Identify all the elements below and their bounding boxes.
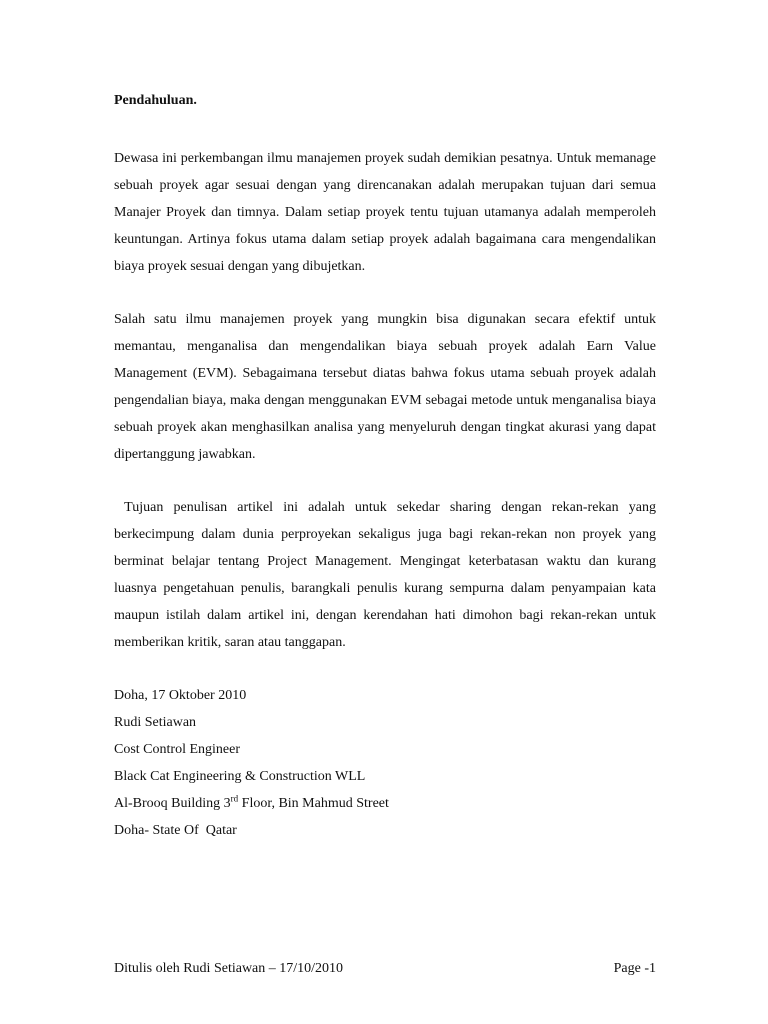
paragraph-evm: Salah satu ilmu manajemen proyek yang mungkin bisa digunakan secara efektif untuk memantau, menganalisa dan mengendalikan biaya sebuah proyek adalah Earn Value Management (EVM). Sebagaimana tersebut diatas bahwa fokus utama sebuah proyek adalah pengendalian biaya, maka dengan menggunakan EVM sebagai metode untuk menganalisa biaya sebuah proyek akan menghasilkan analisa yang menyeluruh dengan tingkat akurasi yang dapat dipertanggung jawabkan. bbox=[114, 312, 656, 462]
paragraph-purpose: Tujuan penulisan artikel ini adalah untuk sekedar sharing dengan rekan-rekan yang berkecimpung dalam dunia perproyekan sekaligus juga bagi rekan-rekan non proyek yang berminat belajar tentang Project Management. Mengingat keterbatasan waktu dan kurang luasnya pengetahuan penulis, barangkali penulis kurang sempurna dalam penyampaian kata maupun istilah dalam artikel ini, dengan kerendahan hati dimohon bagi rekan-rekan untuk memberikan kritik, saran atau tanggapan. bbox=[114, 500, 660, 650]
footer-author-date: Ditulis oleh Rudi Setiawan – 17/10/2010 bbox=[114, 961, 344, 976]
address-floor-suffix: rd bbox=[230, 793, 239, 804]
paragraph-intro: Dewasa ini perkembangan ilmu manajemen proyek sudah demikian pesatnya. Untuk memanage sebuah proyek agar sesuai dengan yang direncanakan adalah merupakan tujuan dari semua Manajer Proyek dan timnya. Dalam setiap proyek tentu tujuan utamanya adalah memperoleh keuntungan. Artinya fokus utama dalam setiap proyek adalah bagaimana cara mengendalikan biaya proyek sesuai dengan yang dibujetkan. bbox=[114, 151, 656, 274]
signature-block bbox=[114, 682, 656, 844]
signature-city: Doha- State Of Qatar bbox=[114, 823, 237, 838]
signature-position: Cost Control Engineer bbox=[114, 742, 240, 757]
address-building: Al-Brooq Building 3 bbox=[114, 796, 231, 811]
footer-page-number: Page -1 bbox=[613, 961, 656, 976]
section-heading: Pendahuluan. bbox=[114, 93, 197, 108]
signature-place-date: Doha, 17 Oktober 2010 bbox=[114, 688, 247, 703]
signature-address bbox=[114, 790, 656, 817]
address-rest: Floor, Bin Mahmud Street bbox=[238, 796, 389, 811]
signature-company: Black Cat Engineering & Construction WLL bbox=[114, 769, 366, 784]
signature-name: Rudi Setiawan bbox=[114, 715, 197, 730]
document-body bbox=[114, 91, 660, 844]
